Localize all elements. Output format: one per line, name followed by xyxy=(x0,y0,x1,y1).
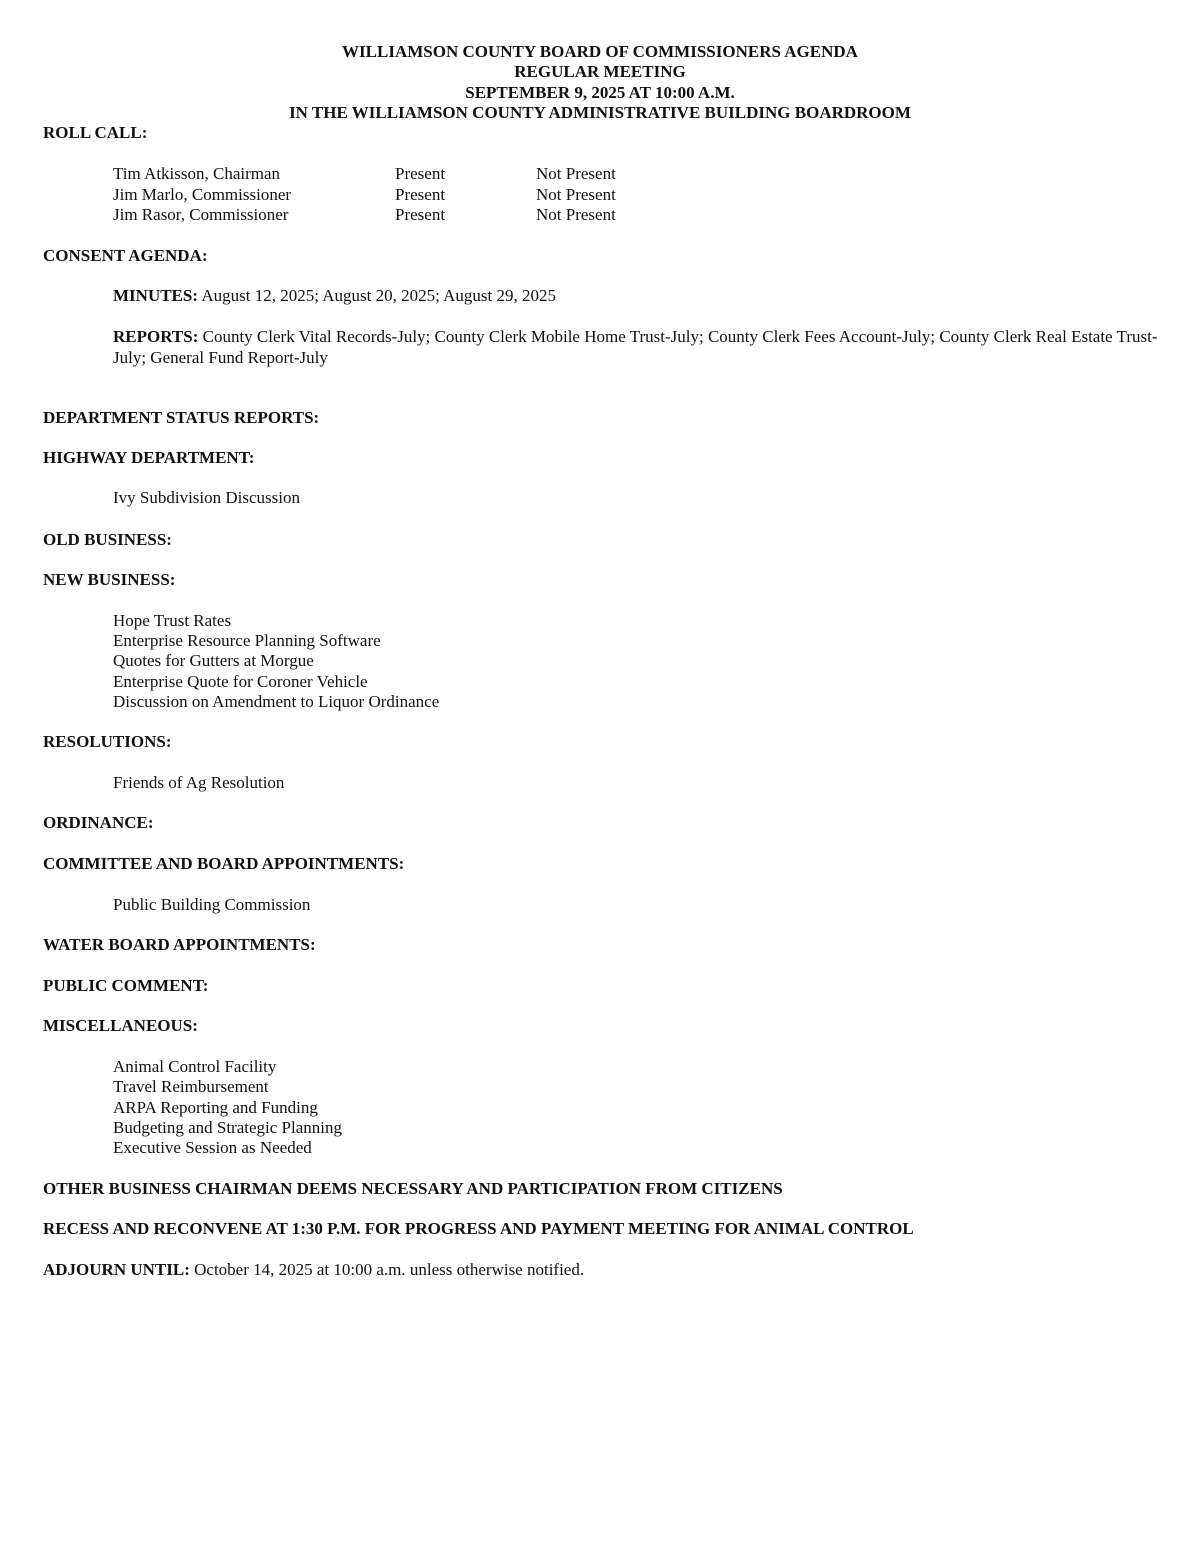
list-item: Executive Session as Needed xyxy=(113,1138,312,1157)
reports-label: REPORTS: xyxy=(113,327,199,346)
committee-heading: COMMITTEE AND BOARD APPOINTMENTS: xyxy=(43,854,405,873)
present-option: Present xyxy=(395,164,446,183)
meeting-type: REGULAR MEETING xyxy=(514,62,686,81)
adjourn-text: October 14, 2025 at 10:00 a.m. unless otherwise notified. xyxy=(189,1260,585,1279)
present-option: Present xyxy=(395,205,446,224)
reports-line xyxy=(113,327,1173,368)
reports-text: County Clerk Vital Records-July; County Clerk Mobile Home Trust-July; County Clerk Fees Account-July; County Clerk Real Estate Trust-July; General Fund Report-July xyxy=(113,327,1158,367)
miscellaneous-heading: MISCELLANEOUS: xyxy=(43,1016,198,1035)
water-board-heading: WATER BOARD APPOINTMENTS: xyxy=(43,935,316,954)
roll-call-heading: ROLL CALL: xyxy=(43,123,148,142)
not-present-option: Not Present xyxy=(536,164,616,183)
adjourn-label: ADJOURN UNTIL: xyxy=(43,1260,190,1279)
minutes-text: August 12, 2025; August 20, 2025; August 29, 2025 xyxy=(198,286,556,305)
list-item: Public Building Commission xyxy=(113,895,311,914)
list-item: Friends of Ag Resolution xyxy=(113,773,285,792)
not-present-option: Not Present xyxy=(536,185,616,204)
member-name: Tim Atkisson, Chairman xyxy=(113,164,281,183)
list-item: Hope Trust Rates xyxy=(113,611,232,630)
list-item: ARPA Reporting and Funding xyxy=(113,1098,318,1117)
resolutions-heading: RESOLUTIONS: xyxy=(43,732,172,751)
meeting-date: SEPTEMBER 9, 2025 AT 10:00 A.M. xyxy=(465,83,735,102)
consent-agenda-heading: CONSENT AGENDA: xyxy=(43,246,208,265)
adjourn-line xyxy=(43,1260,584,1280)
department-status-heading: DEPARTMENT STATUS REPORTS: xyxy=(43,408,320,427)
other-business-heading: OTHER BUSINESS CHAIRMAN DEEMS NECESSARY AND PARTICIPATION FROM CITIZENS xyxy=(43,1179,783,1198)
ordinance-heading: ORDINANCE: xyxy=(43,813,154,832)
list-item: Enterprise Quote for Coroner Vehicle xyxy=(113,672,368,691)
list-item: Animal Control Facility xyxy=(113,1057,277,1076)
list-item: Enterprise Resource Planning Software xyxy=(113,631,381,650)
minutes-label: MINUTES: xyxy=(113,286,199,305)
minutes-line xyxy=(113,286,556,306)
list-item: Ivy Subdivision Discussion xyxy=(113,488,301,507)
not-present-option: Not Present xyxy=(536,205,616,224)
present-option: Present xyxy=(395,185,446,204)
new-business-heading: NEW BUSINESS: xyxy=(43,570,176,589)
public-comment-heading: PUBLIC COMMENT: xyxy=(43,976,209,995)
old-business-heading: OLD BUSINESS: xyxy=(43,530,172,549)
list-item: Discussion on Amendment to Liquor Ordinance xyxy=(113,692,440,711)
meeting-location: IN THE WILLIAMSON COUNTY ADMINISTRATIVE BUILDING BOARDROOM xyxy=(289,103,911,122)
member-name: Jim Marlo, Commissioner xyxy=(113,185,292,204)
agenda-title: WILLIAMSON COUNTY BOARD OF COMMISSIONERS AGENDA xyxy=(342,42,858,61)
list-item: Quotes for Gutters at Morgue xyxy=(113,651,314,670)
member-name: Jim Rasor, Commissioner xyxy=(113,205,289,224)
highway-heading: HIGHWAY DEPARTMENT: xyxy=(43,448,255,467)
list-item: Budgeting and Strategic Planning xyxy=(113,1118,342,1137)
list-item: Travel Reimbursement xyxy=(113,1077,269,1096)
recess-heading: RECESS AND RECONVENE AT 1:30 P.M. FOR PROGRESS AND PAYMENT MEETING FOR ANIMAL CONTROL xyxy=(43,1219,914,1238)
